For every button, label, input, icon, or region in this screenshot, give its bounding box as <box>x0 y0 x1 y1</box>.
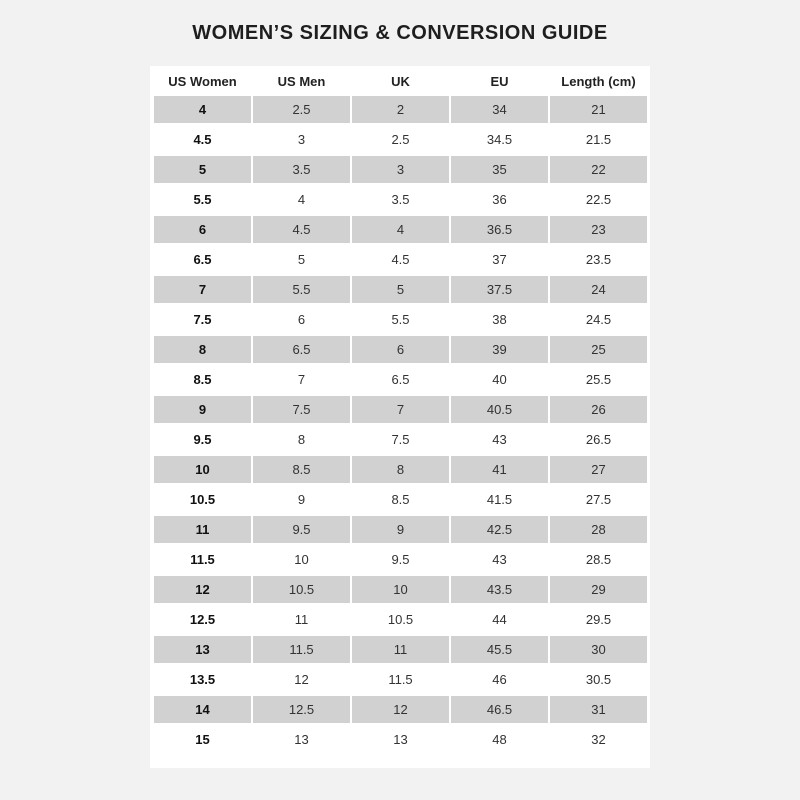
header-us-women: US Women <box>168 73 237 89</box>
cell-length-cm: 26 <box>550 396 647 423</box>
cell-us-women: 9.5 <box>193 432 212 447</box>
cell-us-men: 12 <box>294 672 309 687</box>
cell-eu: 37 <box>492 252 507 267</box>
table-row <box>154 456 647 483</box>
cell-length-cm: 30.5 <box>585 672 612 687</box>
cell-uk: 2 <box>352 96 449 123</box>
cell-us-women: 8.5 <box>193 372 212 387</box>
cell-length-cm: 28.5 <box>585 552 612 567</box>
cell-uk: 7 <box>352 396 449 423</box>
cell-us-men: 7.5 <box>253 396 350 423</box>
cell-eu: 48 <box>492 732 507 747</box>
cell-us-women: 6 <box>154 216 251 243</box>
cell-uk: 11 <box>352 636 449 663</box>
cell-us-women: 7 <box>154 276 251 303</box>
cell-us-men: 13 <box>294 732 309 747</box>
cell-eu: 46.5 <box>451 696 548 723</box>
cell-us-men: 6.5 <box>253 336 350 363</box>
cell-uk: 6 <box>352 336 449 363</box>
cell-us-men: 3.5 <box>253 156 350 183</box>
cell-eu: 42.5 <box>451 516 548 543</box>
cell-us-men: 5.5 <box>253 276 350 303</box>
cell-us-men: 4.5 <box>253 216 350 243</box>
cell-eu: 40 <box>492 372 507 387</box>
cell-eu: 44 <box>492 612 507 627</box>
cell-eu: 46 <box>492 672 507 687</box>
table-row <box>154 516 647 543</box>
cell-eu: 36 <box>492 192 507 207</box>
cell-us-men: 7 <box>297 372 306 387</box>
cell-us-men: 12.5 <box>253 696 350 723</box>
table-row <box>154 486 647 513</box>
table-row <box>154 306 647 333</box>
cell-eu: 34.5 <box>486 132 513 147</box>
cell-uk: 4 <box>352 216 449 243</box>
cell-uk: 7.5 <box>391 432 410 447</box>
table-row <box>154 276 647 303</box>
cell-eu: 43.5 <box>451 576 548 603</box>
table-row <box>154 96 647 123</box>
header-us-men: US Men <box>277 73 326 89</box>
cell-us-men: 8.5 <box>253 456 350 483</box>
cell-uk: 6.5 <box>391 372 410 387</box>
header-eu: EU <box>490 73 509 89</box>
size-conversion-table <box>152 66 649 756</box>
cell-eu: 41 <box>451 456 548 483</box>
cell-eu: 43 <box>492 552 507 567</box>
cell-us-men: 6 <box>297 312 306 327</box>
table-row <box>154 366 647 393</box>
cell-length-cm: 27 <box>550 456 647 483</box>
cell-uk: 9 <box>352 516 449 543</box>
table-row <box>154 156 647 183</box>
cell-length-cm: 25 <box>550 336 647 363</box>
cell-length-cm: 22.5 <box>585 192 612 207</box>
cell-length-cm: 31 <box>550 696 647 723</box>
table-row <box>154 216 647 243</box>
cell-uk: 12 <box>352 696 449 723</box>
table-row <box>154 666 647 693</box>
cell-length-cm: 30 <box>550 636 647 663</box>
table-header-row <box>154 69 647 93</box>
cell-uk: 3 <box>352 156 449 183</box>
table-row <box>154 336 647 363</box>
cell-uk: 10.5 <box>387 612 414 627</box>
cell-length-cm: 32 <box>591 732 606 747</box>
table-row <box>154 396 647 423</box>
cell-us-women: 13.5 <box>189 672 216 687</box>
cell-us-men: 9 <box>297 492 306 507</box>
cell-eu: 45.5 <box>451 636 548 663</box>
cell-us-women: 12 <box>154 576 251 603</box>
cell-us-women: 4 <box>154 96 251 123</box>
cell-us-men: 11.5 <box>253 636 350 663</box>
cell-eu: 35 <box>451 156 548 183</box>
cell-length-cm: 24 <box>550 276 647 303</box>
cell-length-cm: 21 <box>550 96 647 123</box>
table-row <box>154 186 647 213</box>
size-table-card <box>150 66 650 768</box>
table-row <box>154 606 647 633</box>
cell-us-women: 14 <box>154 696 251 723</box>
cell-length-cm: 21.5 <box>585 132 612 147</box>
cell-eu: 37.5 <box>451 276 548 303</box>
cell-us-men: 10 <box>294 552 309 567</box>
cell-us-women: 11.5 <box>190 552 215 567</box>
cell-eu: 39 <box>451 336 548 363</box>
cell-us-women: 11 <box>154 516 251 543</box>
cell-us-women: 15 <box>195 732 210 747</box>
cell-uk: 11.5 <box>388 672 413 687</box>
cell-length-cm: 26.5 <box>585 432 612 447</box>
cell-uk: 5 <box>352 276 449 303</box>
cell-eu: 41.5 <box>486 492 513 507</box>
cell-uk: 10 <box>352 576 449 603</box>
cell-us-men: 5 <box>297 252 306 267</box>
cell-uk: 3.5 <box>391 192 410 207</box>
cell-uk: 4.5 <box>391 252 410 267</box>
cell-us-women: 6.5 <box>193 252 212 267</box>
cell-us-women: 12.5 <box>189 612 216 627</box>
table-row <box>154 246 647 273</box>
cell-us-women: 9 <box>154 396 251 423</box>
cell-length-cm: 23.5 <box>585 252 612 267</box>
cell-us-women: 7.5 <box>193 312 212 327</box>
table-row <box>154 126 647 153</box>
cell-us-men: 11 <box>294 612 309 627</box>
cell-eu: 38 <box>492 312 507 327</box>
cell-us-women: 5.5 <box>193 192 212 207</box>
cell-uk: 8 <box>352 456 449 483</box>
cell-length-cm: 25.5 <box>585 372 612 387</box>
table-body <box>154 96 647 753</box>
cell-us-men: 4 <box>297 192 306 207</box>
cell-uk: 5.5 <box>391 312 410 327</box>
table-row <box>154 576 647 603</box>
cell-uk: 2.5 <box>391 132 410 147</box>
header-uk: UK <box>391 73 410 89</box>
cell-length-cm: 29 <box>550 576 647 603</box>
cell-us-men: 10.5 <box>253 576 350 603</box>
cell-us-women: 4.5 <box>193 132 212 147</box>
cell-length-cm: 27.5 <box>585 492 612 507</box>
cell-eu: 36.5 <box>451 216 548 243</box>
table-row <box>154 546 647 573</box>
cell-eu: 40.5 <box>451 396 548 423</box>
header-length-cm: Length (cm) <box>561 73 636 89</box>
cell-us-women: 10 <box>154 456 251 483</box>
cell-length-cm: 23 <box>550 216 647 243</box>
cell-length-cm: 22 <box>550 156 647 183</box>
cell-length-cm: 28 <box>550 516 647 543</box>
cell-us-women: 13 <box>154 636 251 663</box>
cell-uk: 13 <box>393 732 408 747</box>
cell-us-men: 2.5 <box>253 96 350 123</box>
table-row <box>154 726 647 753</box>
cell-length-cm: 29.5 <box>585 612 612 627</box>
page-title: WOMEN’S SIZING & CONVERSION GUIDE <box>192 22 608 44</box>
cell-uk: 9.5 <box>391 552 410 567</box>
cell-us-men: 9.5 <box>253 516 350 543</box>
table-row <box>154 636 647 663</box>
cell-uk: 8.5 <box>391 492 410 507</box>
cell-us-women: 5 <box>154 156 251 183</box>
table-row <box>154 426 647 453</box>
cell-us-men: 3 <box>297 132 306 147</box>
cell-eu: 43 <box>492 432 507 447</box>
cell-us-women: 8 <box>154 336 251 363</box>
cell-eu: 34 <box>451 96 548 123</box>
cell-length-cm: 24.5 <box>585 312 612 327</box>
cell-us-women: 10.5 <box>189 492 216 507</box>
table-row <box>154 696 647 723</box>
cell-us-men: 8 <box>297 432 306 447</box>
